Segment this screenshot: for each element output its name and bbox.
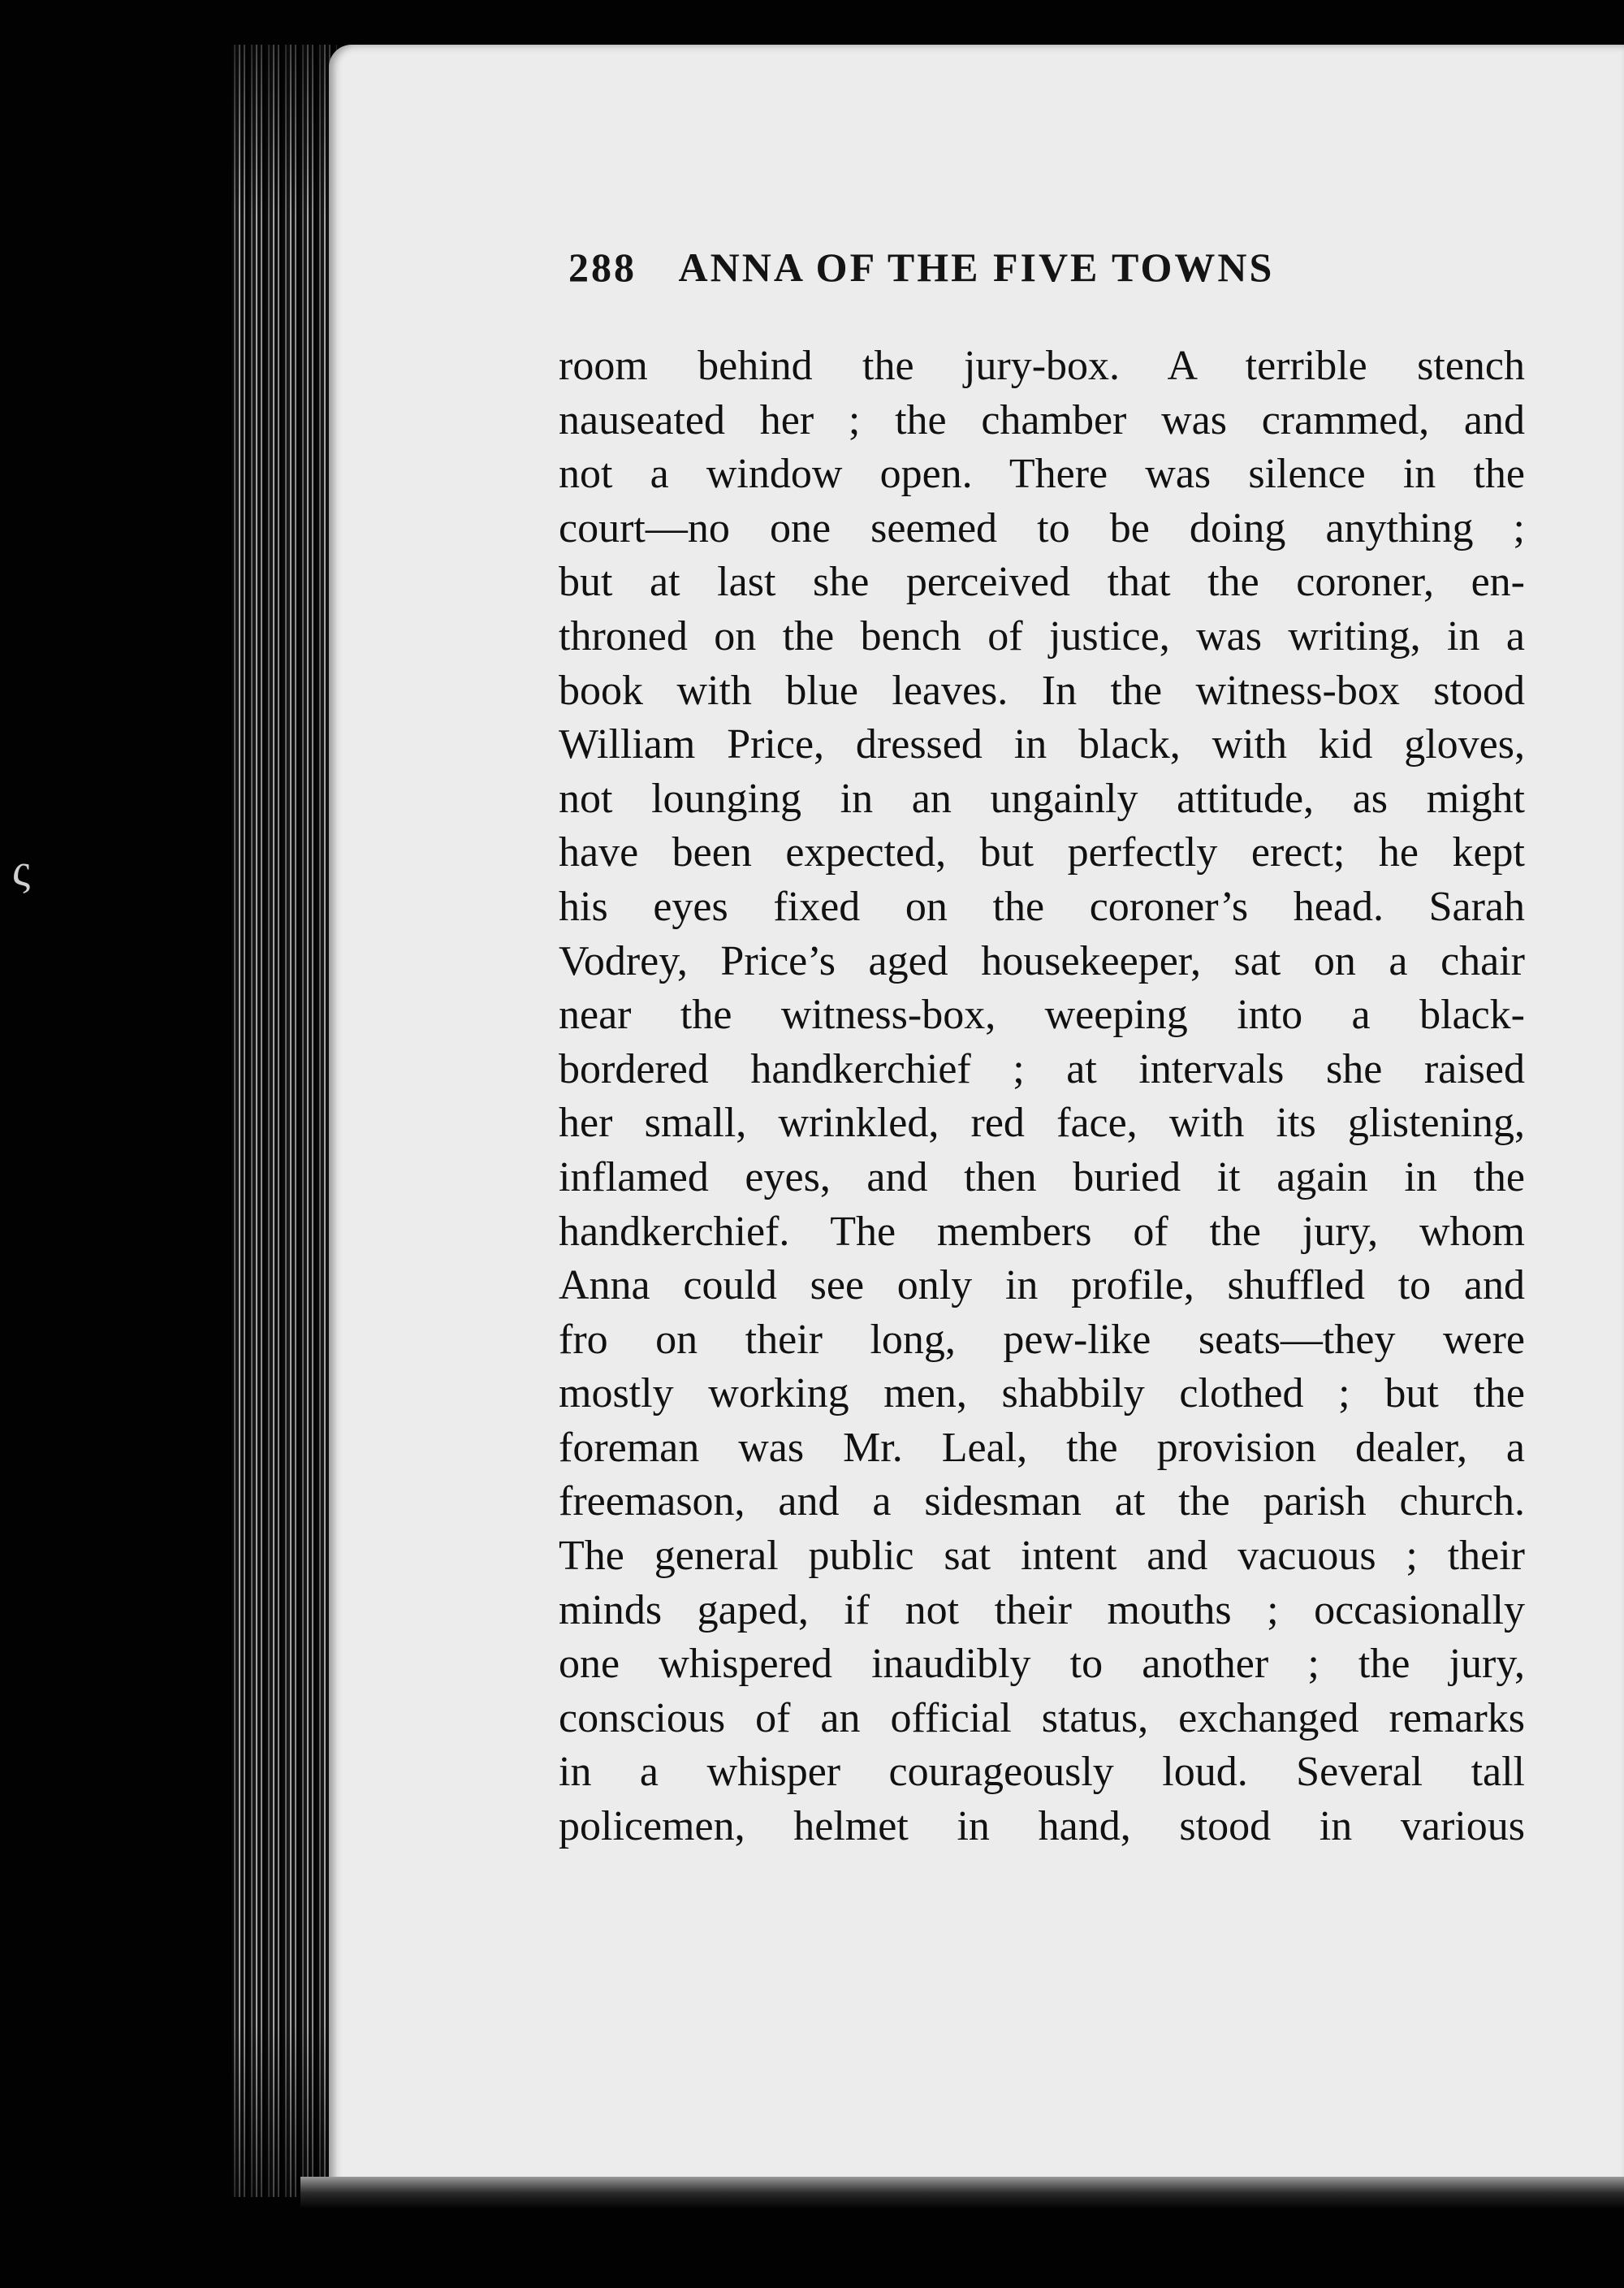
text-line: not a window open. There was silence in the [559,451,1525,498]
margin-mark: ς [12,846,31,896]
text-line: The general public sat intent and vacuous ; their [559,1533,1525,1580]
text-line: not lounging in an ungainly attitude, as might [559,775,1525,822]
text-line: fro on their long, pew-like seats—they were [559,1316,1525,1363]
text-line: but at last she perceived that the coroner, en- [559,559,1525,606]
text-line: handkerchief. The members of the jury, whom [559,1208,1525,1255]
text-line: his eyes fixed on the coroner’s head. Sarah [559,883,1525,930]
text-line: freemason, and a sidesman at the parish church. [559,1478,1525,1525]
text-line: William Price, dressed in black, with kid gloves, [559,721,1525,768]
text-line: throned on the bench of justice, was writing, in a [559,612,1525,660]
text-line: in a whisper courageously loud. Several tall [559,1749,1525,1796]
text-line: book with blue leaves. In the witness-box stood [559,667,1525,714]
text-line: conscious of an official status, exchanged remarks [559,1694,1525,1741]
running-title: ANNA OF THE FIVE TOWNS [678,244,1275,290]
text-line: mostly working men, shabbily clothed ; but the [559,1370,1525,1417]
text-line: court—no one seemed to be doing anything ; [559,504,1525,551]
text-line: bordered handkerchief ; at intervals she raised [559,1045,1525,1092]
text-line: one whispered inaudibly to another ; the jury, [559,1641,1525,1688]
text-line: inflamed eyes, and then buried it again in the [559,1153,1525,1200]
page-header [568,244,1380,301]
page-number: 288 [568,244,637,290]
text-line: room behind the jury-box. A terrible stench [559,343,1525,389]
body-text [559,340,1525,1854]
text-line: Vodrey, Price’s aged housekeeper, sat on a chair [559,937,1525,984]
text-line: Anna could see only in profile, shuffled to and [559,1262,1525,1309]
text-line: nauseated her ; the chamber was crammed, and [559,396,1525,443]
text-line: her small, wrinkled, red face, with its glistening, [559,1100,1525,1147]
text-line: have been expected, but perfectly erect; he kept [559,829,1525,876]
text-line: minds gaped, if not their mouths ; occasionally [559,1586,1525,1633]
book-page-edges-shadow [231,45,337,2197]
text-line: near the witness-box, weeping into a black- [559,992,1525,1039]
text-line: policemen, helmet in hand, stood in various [559,1803,1525,1850]
page-bottom-edge [300,2177,1624,2209]
text-line: foreman was Mr. Leal, the provision dealer, a [559,1424,1525,1471]
